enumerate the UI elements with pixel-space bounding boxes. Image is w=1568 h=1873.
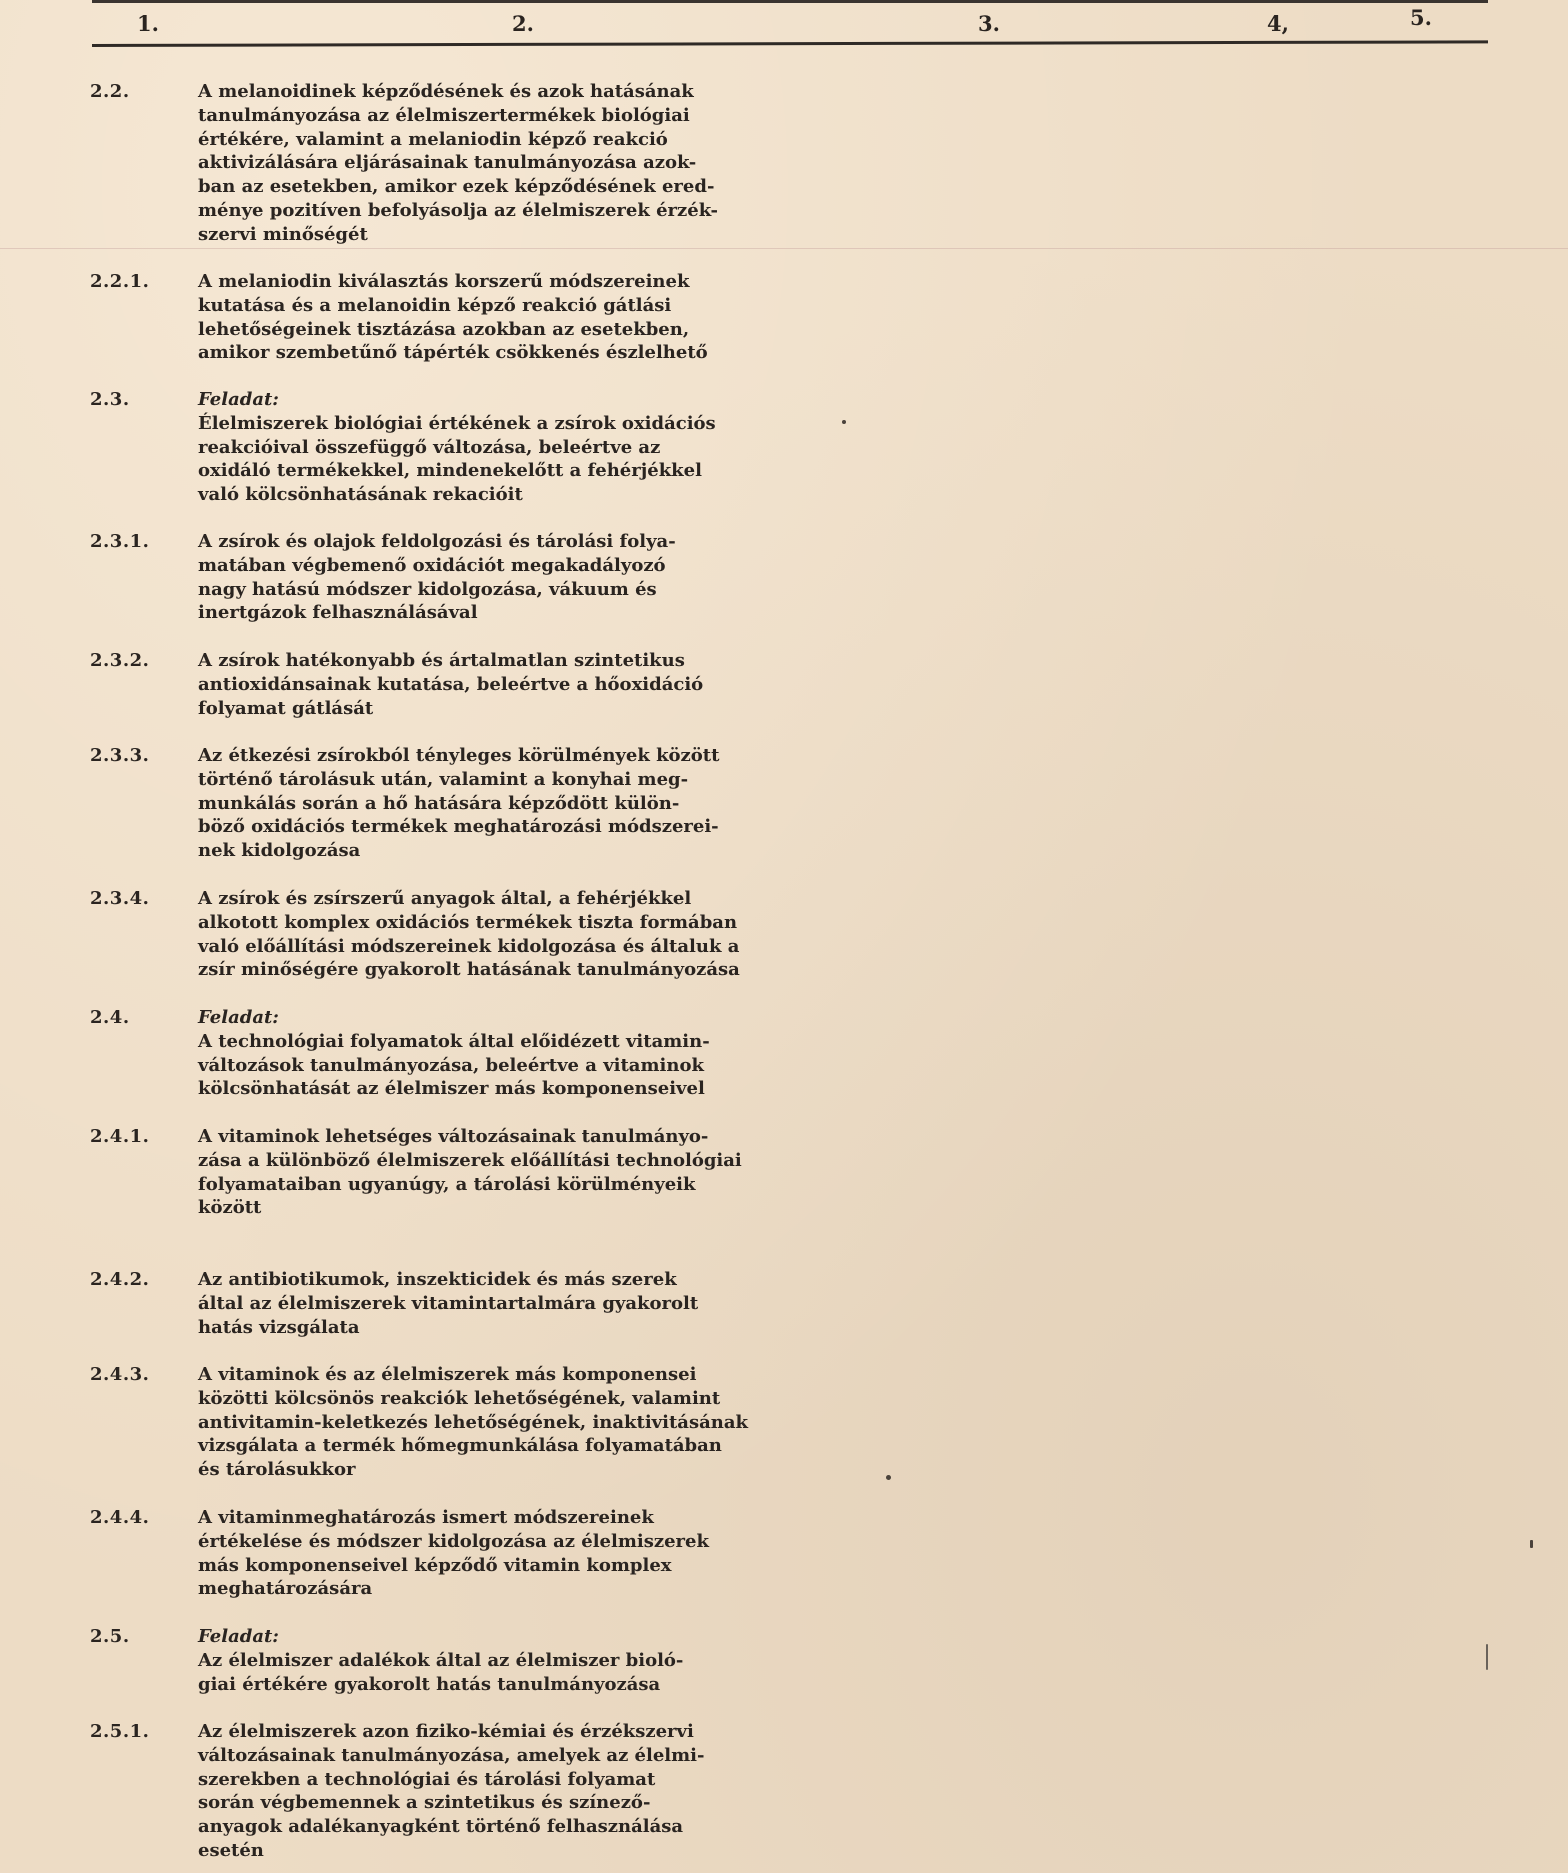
entry-line: között (198, 1197, 262, 1219)
page-crease (0, 248, 1568, 249)
entry-number: 2.3.2. (90, 650, 150, 671)
entry-text (198, 649, 703, 720)
entry-number: 2.4.2. (90, 1269, 150, 1290)
entry-line: A melanoidinek képződésének és azok hatásának (198, 81, 694, 102)
entry-number: 2.3.3. (90, 745, 150, 766)
entry-text (198, 388, 716, 507)
entry-text (198, 1006, 710, 1101)
entry-line: ban az esetekben, amikor ezek képződésének ered- (198, 176, 715, 198)
entry-line: A zsírok és olajok feldolgozási és tárolási folya- (198, 531, 676, 552)
entry-line: lehetőségeinek tisztázása azokban az esetekben, (198, 318, 690, 340)
entry-line: nek kidolgozása (198, 840, 361, 862)
entry-label: Feladat: (198, 1007, 279, 1028)
column-header-2: 2. (512, 11, 534, 36)
entry-line: esetén (198, 1839, 264, 1861)
entry-line: szervi minőségét (198, 223, 368, 245)
entry-number: 2.3.4. (90, 888, 150, 909)
entry-line: Az étkezési zsírokból tényleges körülmények között (198, 745, 720, 766)
paper-mark (1486, 1644, 1488, 1670)
column-header-3: 3. (978, 11, 1000, 36)
entry-line: által az élelmiszerek vitamintartalmára gyakorolt (198, 1292, 699, 1314)
entry-line: oxidáló termékekkel, mindenekelőtt a fehérjékkel (198, 460, 702, 482)
entry-line: böző oxidációs termékek meghatározási módszerei- (198, 816, 719, 838)
entry-line: változások tanulmányozása, beleértve a vitaminok (198, 1054, 704, 1076)
paper-speck (1530, 1540, 1533, 1548)
entry-text (198, 270, 708, 365)
paper-speck (886, 1475, 891, 1480)
entry-line: aktivizálására eljárásainak tanulmányozása azok- (198, 152, 697, 174)
entry-line: Élelmiszerek biológiai értékének a zsírok oxidációs (198, 412, 716, 434)
entry-number: 2.4.3. (90, 1364, 150, 1385)
entry-text (198, 887, 740, 982)
entry-label: Feladat: (198, 1626, 279, 1647)
entry-line: más komponenseivel képződő vitamin komplex (198, 1554, 672, 1576)
column-header-1: 1. (137, 11, 159, 36)
entry-number: 2.5.1. (90, 1721, 150, 1742)
entry-line: Az antibiotikumok, inszekticidek és más szerek (198, 1269, 677, 1290)
entry-text (198, 1125, 742, 1220)
entry-line: matában végbemenő oxidációt megakadályozó (198, 554, 666, 576)
table-top-rule (92, 0, 1488, 3)
entry-line: és tárolásukkor (198, 1459, 356, 1481)
entry-line: antioxidánsainak kutatása, beleértve a hőoxidáció (198, 673, 704, 695)
entry-number: 2.4.1. (90, 1126, 150, 1147)
entry-line: zsír minőségére gyakorolt hatásának tanulmányozása (198, 959, 740, 981)
entry-line: A vitaminok lehetséges változásainak tanulmányo- (198, 1126, 709, 1147)
entry-line: munkálás során a hő hatására képződött külön- (198, 792, 680, 814)
entry-line: vizsgálata a termék hőmegmunkálása folyamatában (198, 1435, 722, 1457)
entry-line: kutatása és a melanoidin képző reakció gátlási (198, 294, 672, 316)
entry-line: változásainak tanulmányozása, amelyek az élelmi- (198, 1744, 705, 1766)
entry-number: 2.3. (90, 389, 130, 410)
entry-line: A technológiai folyamatok által előidézett vitamin- (198, 1030, 710, 1052)
entry-text (198, 1720, 705, 1863)
entry-line: való előállítási módszereinek kidolgozása és általuk a (198, 935, 740, 957)
entry-line: A vitaminmeghatározás ismert módszereinek (198, 1507, 654, 1528)
entry-number: 2.5. (90, 1626, 130, 1647)
entry-number: 2.2.1. (90, 271, 150, 292)
entry-line: folyamat gátlását (198, 697, 374, 719)
entry-line: értékére, valamint a melaniodin képző reakció (198, 128, 668, 150)
table-header-rule (92, 40, 1488, 47)
entry-number: 2.4. (90, 1007, 130, 1028)
entry-label: Feladat: (198, 389, 279, 410)
entry-line: A melaniodin kiválasztás korszerű módszereinek (198, 271, 690, 292)
entry-line: folyamataiban ugyanúgy, a tárolási körülményeik (198, 1173, 696, 1195)
entry-line: Az élelmiszerek azon fiziko-kémiai és érzékszervi (198, 1721, 694, 1742)
entry-line: alkotott komplex oxidációs termékek tiszta formában (198, 911, 738, 933)
entry-line: anyagok adalékanyagként történő felhasználása (198, 1816, 684, 1838)
entry-line: kölcsönhatását az élelmiszer más komponenseivel (198, 1078, 705, 1100)
entry-line: amikor szembetűnő tápérték csökkenés észlelhető (198, 342, 708, 364)
entry-text (198, 1363, 748, 1482)
entry-line: ménye pozitíven befolyásolja az élelmiszerek érzék- (198, 199, 718, 221)
entry-line: A vitaminok és az élelmiszerek más komponensei (198, 1364, 697, 1385)
entry-number: 2.2. (90, 81, 130, 102)
entry-line: zása a különböző élelmiszerek előállítási technológiai (198, 1149, 742, 1171)
entry-text (198, 80, 718, 247)
column-header-4: 4, (1267, 11, 1289, 36)
entry-line: való kölcsönhatásának rekacióit (198, 484, 523, 506)
column-header-5: 5. (1410, 5, 1432, 30)
entry-line: tanulmányozása az élelmiszertermékek biológiai (198, 104, 690, 126)
entry-line: reakcióival összefüggő változása, beleértve az (198, 436, 661, 458)
entry-line: antivitamin-keletkezés lehetőségének, inaktivitásának (198, 1411, 748, 1433)
entry-line: értékelése és módszer kidolgozása az élelmiszerek (198, 1530, 709, 1552)
entry-line: történő tárolásuk után, valamint a konyhai meg- (198, 768, 689, 790)
entry-line: szerekben a technológiai és tárolási folyamat (198, 1768, 656, 1790)
entry-line: A zsírok hatékonyabb és ártalmatlan szintetikus (198, 650, 685, 671)
entry-line: nagy hatású módszer kidolgozása, vákuum és (198, 578, 657, 600)
entry-line: közötti kölcsönös reakciók lehetőségének, valamint (198, 1387, 721, 1409)
entry-line: giai értékére gyakorolt hatás tanulmányozása (198, 1673, 661, 1695)
entry-text (198, 744, 719, 863)
entry-line: meghatározására (198, 1578, 373, 1600)
entry-text (198, 530, 676, 625)
entry-line: inertgázok felhasználásával (198, 602, 478, 624)
entry-line: hatás vizsgálata (198, 1316, 360, 1338)
entry-line: Az élelmiszer adalékok által az élelmiszer bioló- (198, 1649, 684, 1671)
entry-number: 2.3.1. (90, 531, 150, 552)
entry-number: 2.4.4. (90, 1507, 150, 1528)
entry-line: során végbemennek a szintetikus és színező- (198, 1792, 651, 1814)
entry-text (198, 1625, 683, 1696)
entry-line: A zsírok és zsírszerű anyagok által, a fehérjékkel (198, 888, 692, 909)
entry-text (198, 1268, 698, 1339)
entry-text (198, 1506, 709, 1601)
paper-speck (842, 420, 846, 424)
